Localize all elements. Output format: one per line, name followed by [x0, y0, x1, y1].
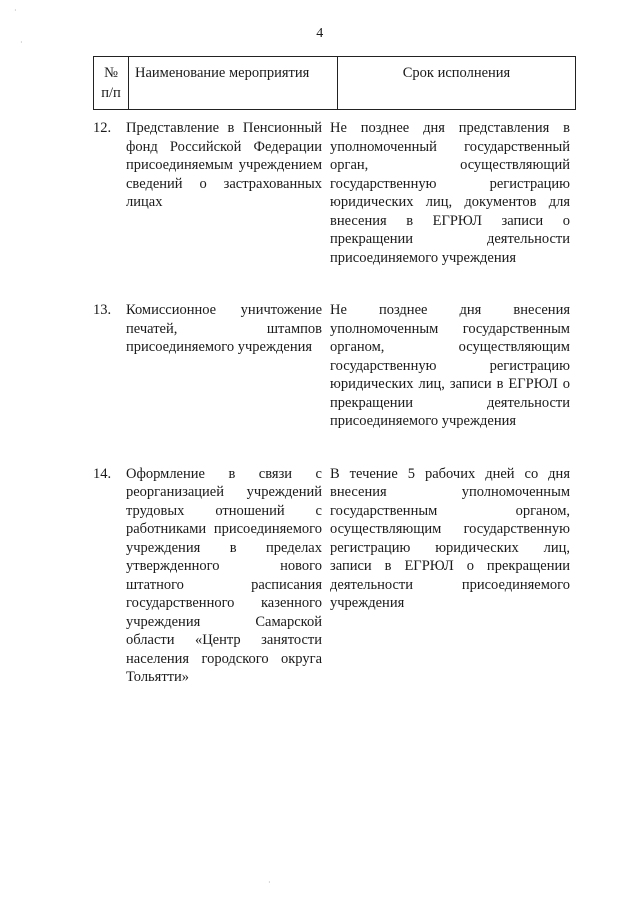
- scan-speck: ·: [14, 6, 17, 15]
- row-event: Оформление в связи с реорганизацией учреждений трудовых отношений с работниками присоединяемого учреждения в пределах утвержденного нового штатного расписания государственного казенного учреждения Самарской области «Центр занятости населения городского округа Тольятти»: [126, 465, 322, 685]
- table-row: [93, 465, 576, 687]
- header-term: Срок исполнения: [338, 57, 576, 110]
- table-row: [93, 119, 576, 267]
- table-body: [93, 119, 576, 721]
- header-event: Наименование мероприятия: [129, 57, 338, 110]
- scan-speck: ·: [268, 878, 271, 887]
- row-number: 13.: [93, 302, 112, 318]
- table-header: [93, 56, 576, 110]
- scan-speck: ·: [20, 38, 23, 47]
- table-row: [93, 301, 576, 431]
- row-number: 14.: [93, 465, 112, 482]
- row-event: Представление в Пенсионный фонд Российской Федерации присоединяемым учреждением сведений о застрахованных лицах: [126, 120, 322, 210]
- row-event: Комиссионное уничтожение печатей, штампов присоединяемого учреждения: [126, 302, 322, 355]
- row-term: Не позднее дня внесения уполномоченным государственным органом, осуществляющим государственную регистрацию юридических лиц, записи в ЕГРЮЛ о прекращении деятельности присоединяемого учреждения: [330, 302, 570, 429]
- page-number: 4: [316, 26, 324, 41]
- row-number: 12.: [93, 120, 112, 136]
- header-num: № п/п: [94, 57, 129, 110]
- row-term: Не позднее дня представления в уполномоченный государственный орган, осуществляющий государственную регистрацию юридических лиц, документов для внесения в ЕГРЮЛ записи о прекращении деятельности присоединяемого учреждения: [330, 120, 570, 266]
- row-term: В течение 5 рабочих дней со дня внесения уполномоченным государственным органом, осуществляющим государственную регистрацию юридических лиц, записи в ЕГРЮЛ о прекращении деятельности присоединяемого учреждения: [330, 465, 570, 611]
